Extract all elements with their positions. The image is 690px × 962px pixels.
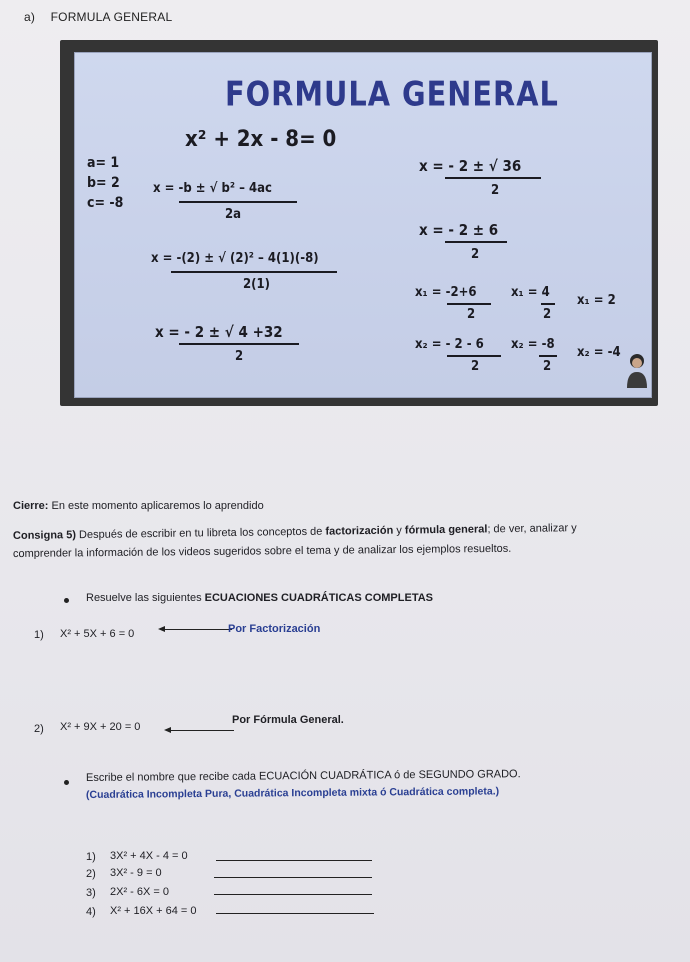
formula-denominator: 2a [225, 207, 242, 222]
s1-item-num: 2) [34, 723, 44, 735]
x1-result: x₁ = 2 [577, 293, 616, 308]
substitution-denominator: 2(1) [243, 277, 270, 292]
heading-label: a) [24, 10, 36, 24]
x1-simplified-denominator: 2 [543, 307, 552, 322]
step5-denominator: 2 [471, 247, 480, 262]
s1-item-eq: X² + 5X + 6 = 0 [60, 628, 135, 640]
formula-fraction-bar [179, 201, 297, 203]
bullet [64, 598, 69, 603]
x1-simplified-numerator: x₁ = 4 [511, 285, 550, 300]
s2-item-num: 1) [86, 851, 96, 863]
x2-simplified-bar [539, 355, 557, 357]
step3-numerator: x = - 2 ± √ 4 +32 [155, 323, 283, 341]
arrow-line [170, 730, 234, 731]
step5-fraction-bar [445, 241, 507, 243]
section1-text: Resuelve las siguientes [86, 592, 202, 604]
presenter-avatar-icon [626, 352, 648, 388]
arrow-line [164, 629, 232, 630]
s2-item-num: 4) [86, 906, 96, 918]
s1-item-num: 1) [34, 629, 44, 641]
instruction-text-a: Después de escribir en tu libreta los conceptos de [78, 525, 323, 542]
formula-board [60, 40, 658, 406]
instruction-label: Consigna 5) [12, 529, 77, 542]
s1-item-eq: X² + 9X + 20 = 0 [60, 721, 141, 733]
s2-item-eq: 3X² + 4X - 4 = 0 [110, 850, 188, 862]
x2-numerator: x₂ = - 2 - 6 [415, 337, 484, 352]
answer-blank[interactable] [214, 877, 372, 878]
coef-b: b= 2 [87, 175, 120, 191]
section-heading [24, 10, 172, 24]
instruction-text-e: ; de ver, analizar y [487, 522, 577, 536]
x2-simplified-numerator: x₂ = -8 [511, 337, 555, 352]
s1-item-method: Por Fórmula General. [232, 714, 344, 726]
coef-c: c= -8 [87, 195, 124, 211]
board-title: FORMULA GENERAL [225, 74, 559, 114]
x2-result: x₂ = -4 [577, 345, 621, 360]
section1-bold: ECUACIONES CUADRÁTICAS COMPLETAS [204, 592, 433, 604]
answer-blank[interactable] [216, 860, 372, 861]
board-surface [74, 52, 652, 398]
closing-label: Cierre: [13, 500, 49, 512]
x2-fraction-bar [447, 355, 501, 357]
step5-numerator: x = - 2 ± 6 [419, 221, 499, 239]
step4-fraction-bar [445, 177, 541, 179]
step3-denominator: 2 [235, 349, 244, 364]
s2-item-eq: 3X² - 9 = 0 [110, 867, 162, 879]
x1-denominator: 2 [467, 307, 476, 322]
instruction-line-2: comprender la información de los videos sugeridos sobre el tema y de analizar los ejemplos resueltos. [12, 542, 512, 560]
closing-text: En este momento aplicaremos lo aprendido [51, 500, 264, 512]
x2-denominator: 2 [471, 359, 480, 374]
heading-title: FORMULA GENERAL [50, 10, 173, 24]
board-equation: x² + 2x - 8= 0 [185, 127, 337, 152]
x2-simplified-denominator: 2 [543, 359, 552, 374]
s2-item-num: 2) [86, 868, 96, 880]
answer-blank[interactable] [214, 894, 372, 895]
step4-numerator: x = - 2 ± √ 36 [419, 157, 522, 175]
coef-a: a= 1 [87, 155, 120, 171]
x1-fraction-bar [447, 303, 491, 305]
step3-fraction-bar [179, 343, 299, 345]
s2-item-eq: X² + 16X + 64 = 0 [110, 905, 197, 917]
s1-item-method: Por Factorización [228, 623, 321, 635]
answer-blank[interactable] [216, 913, 374, 914]
formula-numerator: x = -b ± √ b² – 4ac [153, 181, 272, 196]
instruction-keyword-factorization: factorización [325, 524, 394, 538]
s2-item-num: 3) [86, 887, 96, 899]
closing-line [13, 500, 264, 512]
substitution-numerator: x = -(2) ± √ (2)² – 4(1)(-8) [151, 251, 319, 266]
instruction-keyword-formula: fórmula general [404, 523, 488, 537]
x1-numerator: x₁ = -2+6 [415, 285, 477, 300]
x1-simplified-bar [541, 303, 555, 305]
step4-denominator: 2 [491, 183, 500, 198]
instruction-text-c: y [396, 524, 402, 537]
substitution-fraction-bar [171, 271, 337, 273]
s2-item-eq: 2X² - 6X = 0 [110, 886, 170, 898]
bullet [64, 780, 69, 785]
section1-intro [86, 592, 433, 604]
section2-options: (Cuadrática Incompleta Pura, Cuadrática Incompleta mixta ó Cuadrática completa.) [85, 785, 500, 801]
section2-text: Escribe el nombre que recibe cada ECUACIÓN CUADRÁTICA ó de SEGUNDO GRADO. [85, 768, 521, 784]
